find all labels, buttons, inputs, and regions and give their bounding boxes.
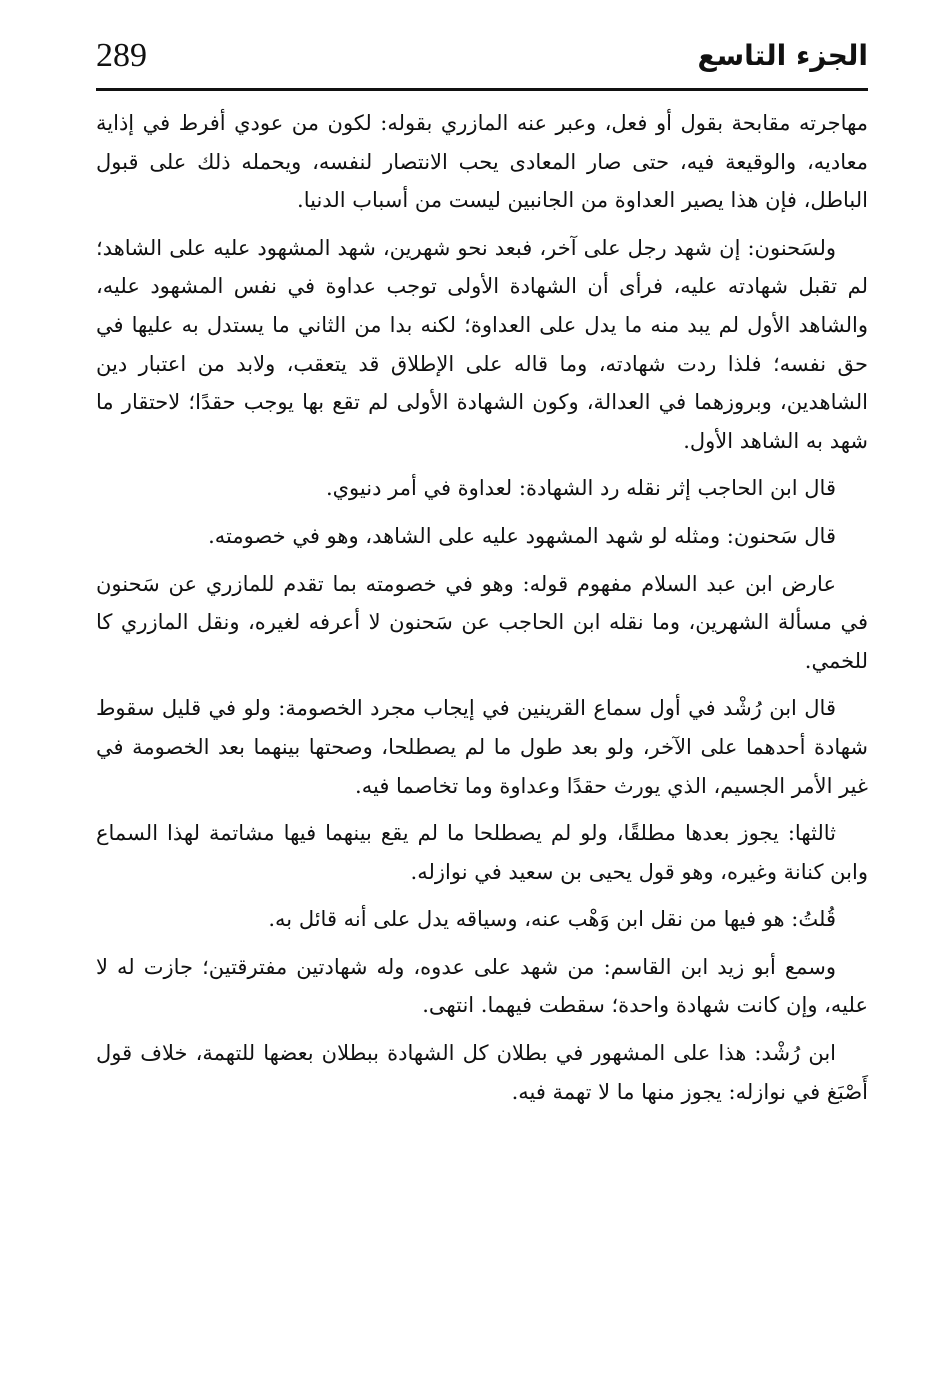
paragraph-10: ابن رُشْد: هذا على المشهور في بطلان كل الشهادة ببطلان بعضها للتهمة، خلاف قول أَصْبَغ في نوازله: يجوز منها ما لا تهمة فيه. (96, 1041, 868, 1104)
paragraph-4: قال سَحنون: ومثله لو شهد المشهود عليه على الشاهد، وهو في خصومته. (208, 523, 836, 548)
paragraph-5: عارض ابن عبد السلام مفهوم قوله: وهو في خصومته بما تقدم للمازري عن سَحنون في مسألة الشهرين، وما نقله ابن الحاجب عن سَحنون لا أعرفه لغيره، ونقل المازري كا للخمي. (96, 571, 868, 673)
paragraph-6: قال ابن رُشْد في أول سماع القرينين في إيجاب مجرد الخصومة: ولو في قليل سقوط شهادة أحدهما على الآخر، ولو بعد طول ما لم يصطلحا، وصحتها بينهما بعد الخصومة في غير الأمر الجسيم، الذي يورث حقدًا وعداوة وما تخاصما فيه. (96, 696, 868, 798)
paragraph-9: وسمع أبو زيد ابن القاسم: من شهد على عدوه، وله شهادتين مفترقتين؛ جازت له لا عليه، وإن كانت شهادة واحدة؛ سقطت فيهما. انتهى. (96, 954, 868, 1018)
header-divider (96, 88, 868, 91)
running-title: الجزء التاسع (697, 39, 868, 72)
paragraph-3: قال ابن الحاجب إثر نقله رد الشهادة: لعداوة في أمر دنيوي. (325, 476, 836, 501)
page-header (96, 28, 868, 92)
paragraph-2: ولسَحنون: إن شهد رجل على آخر، فبعد نحو شهرين، شهد المشهود عليه على الشاهد؛ لم تقبل شهادته عليه، فرأى أن الشهادة الأولى توجب عداوة في نفس المشهود عليه، والشاهد الأول لم يبد منه ما يدل على العداوة؛ لكنه بدا من الثاني ما يستدل به عليها في حق نفسه؛ فلذا ردت شهادته، وما قاله على الإطلاق قد يتعقب، ولابد من اعتبار دين الشاهدين، وبروزهما في العدالة، وكون الشهادة الأولى لم تقع بها يوجب حقدًا؛ لاحتقار ما شهد به الشاهد الأول. (96, 235, 868, 453)
paragraph-1: مهاجرته مقابحة بقول أو فعل، وعبر عنه المازري بقوله: لكون من عودي أفرط في إذاية معاديه، والوقيعة فيه، حتى صار المعادى يحب الانتصار لنفسه، ويحمله ذلك على قبول الباطل، فإن هذا يصير العداوة من الجانبين ليست من أسباب الدنيا. (96, 111, 868, 213)
paragraph-7: ثالثها: يجوز بعدها مطلقًا، ولو لم يصطلحا ما لم يقع بينهما فيها مشاتمة لهذا السماع وابن كنانة وغيره، وهو قول يحيى بن سعيد في نوازله. (96, 821, 868, 884)
page-number: 289 (96, 37, 147, 74)
page-body (96, 104, 868, 1120)
paragraph-8: قُلتُ: هو فيها من نقل ابن وَهْب عنه، وسياقه يدل على أنه قائل به. (268, 907, 836, 932)
